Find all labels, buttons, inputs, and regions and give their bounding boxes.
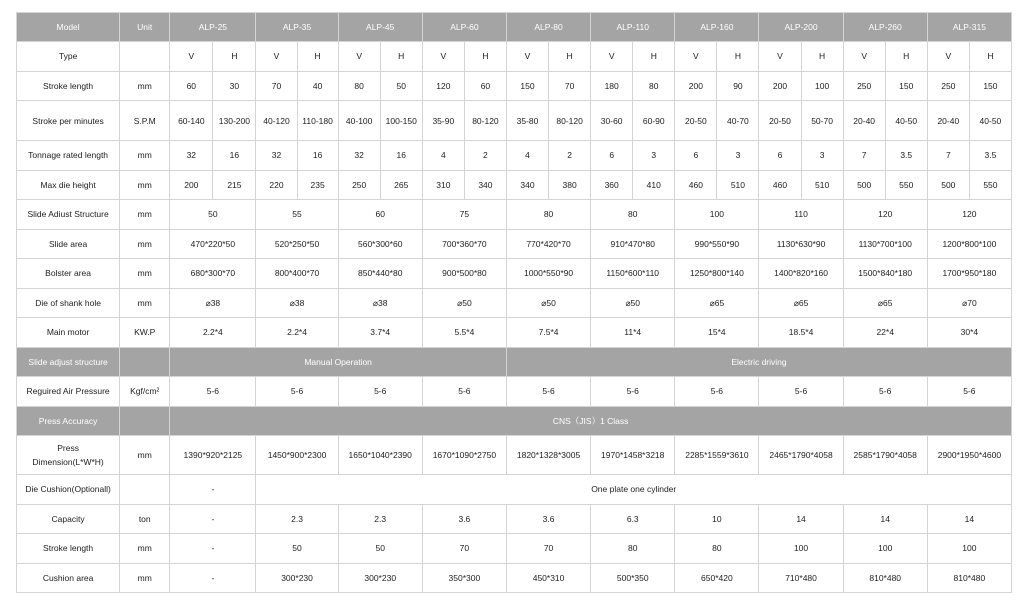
value-cell: 60 [464, 71, 506, 101]
value-cell: 2.2*4 [170, 318, 256, 348]
value-cell: 300*230 [256, 563, 338, 593]
value-cell: 5-6 [256, 377, 338, 407]
value-cell: 3.6 [506, 504, 590, 534]
value-cell: ⌀50 [422, 288, 506, 318]
row-label: Press Accuracy [17, 406, 120, 436]
type-row [17, 42, 1012, 72]
row-unit: mm [120, 534, 170, 564]
value-cell: V [256, 42, 297, 72]
max-die-height-row [17, 170, 1012, 200]
header-model: Model [17, 13, 120, 42]
value-cell: 150 [885, 71, 927, 101]
value-cell: 1130*700*100 [843, 229, 927, 259]
value-cell: 18.5*4 [759, 318, 843, 348]
value-cell: 60 [338, 200, 422, 230]
slide-structure-row [17, 347, 1012, 377]
value-cell: V [675, 42, 717, 72]
row-label: Die Cushion(Optionall) [17, 475, 120, 505]
value-cell: H [801, 42, 843, 72]
value-cell: 2.3 [256, 504, 338, 534]
value-cell: 80 [338, 71, 380, 101]
value-cell: 1200*800*100 [927, 229, 1011, 259]
row-unit: mm [120, 141, 170, 171]
value-cell: 16 [380, 141, 422, 171]
value-cell: 850*440*80 [338, 259, 422, 289]
value-cell: 1820*1328*3005 [506, 436, 590, 475]
electric-driving-cell: Electric driving [506, 347, 1011, 377]
value-cell: H [717, 42, 759, 72]
value-cell: ⌀65 [675, 288, 759, 318]
value-cell: 30*4 [927, 318, 1011, 348]
row-label: Reguired Air Pressure [17, 377, 120, 407]
value-cell: 250 [843, 71, 885, 101]
value-cell: 50 [256, 534, 338, 564]
value-cell: 2585*1790*4058 [843, 436, 927, 475]
value-cell: 10 [675, 504, 759, 534]
value-cell: 15*4 [675, 318, 759, 348]
value-cell: 40-100 [338, 101, 380, 141]
value-cell: 450*310 [506, 563, 590, 593]
value-cell: 350*300 [422, 563, 506, 593]
cushion-stroke-row [17, 534, 1012, 564]
main-motor-row [17, 318, 1012, 348]
value-cell: 7 [927, 141, 969, 171]
value-cell: 2 [549, 141, 591, 171]
row-unit: mm [120, 259, 170, 289]
value-cell: V [591, 42, 633, 72]
value-cell: 3.7*4 [338, 318, 422, 348]
header-model-name: ALP-35 [256, 13, 338, 42]
value-cell: 30-60 [591, 101, 633, 141]
value-cell: 200 [759, 71, 801, 101]
value-cell: 1250*800*140 [675, 259, 759, 289]
value-cell: 11*4 [591, 318, 675, 348]
value-cell: H [885, 42, 927, 72]
value-cell: 3.5 [885, 141, 927, 171]
value-cell: 5-6 [506, 377, 590, 407]
value-cell: 100-150 [380, 101, 422, 141]
value-cell: 265 [380, 170, 422, 200]
row-unit [120, 406, 170, 436]
row-label: Slide adjust structure [17, 347, 120, 377]
value-cell: 90 [717, 71, 759, 101]
header-model-name: ALP-260 [843, 13, 927, 42]
value-cell: ⌀38 [338, 288, 422, 318]
value-cell: 5-6 [759, 377, 843, 407]
value-cell: H [549, 42, 591, 72]
value-cell: 14 [927, 504, 1011, 534]
value-cell: 60-140 [170, 101, 213, 141]
value-cell: 5-6 [927, 377, 1011, 407]
value-cell: ⌀38 [256, 288, 338, 318]
value-cell: - [170, 475, 256, 505]
row-unit: mm [120, 436, 170, 475]
value-cell: 80 [591, 200, 675, 230]
row-unit: mm [120, 170, 170, 200]
value-cell: 100 [801, 71, 843, 101]
value-cell: 250 [927, 71, 969, 101]
air-pressure-row [17, 377, 1012, 407]
row-unit [120, 42, 170, 72]
value-cell: 340 [464, 170, 506, 200]
value-cell: 32 [338, 141, 380, 171]
value-cell: 460 [675, 170, 717, 200]
value-cell: 5-6 [675, 377, 759, 407]
value-cell: H [380, 42, 422, 72]
value-cell: 5-6 [591, 377, 675, 407]
manual-operation-cell: Manual Operation [170, 347, 507, 377]
value-cell: 50-70 [801, 101, 843, 141]
value-cell: 910*470*80 [591, 229, 675, 259]
value-cell: 550 [969, 170, 1011, 200]
value-cell: 130-200 [213, 101, 256, 141]
value-cell: 1150*600*110 [591, 259, 675, 289]
value-cell: 3 [717, 141, 759, 171]
value-cell: 110 [759, 200, 843, 230]
value-cell: 60 [170, 71, 213, 101]
stroke-per-minute-row [17, 101, 1012, 141]
value-cell: 1130*630*90 [759, 229, 843, 259]
value-cell: 20-40 [843, 101, 885, 141]
value-cell: 200 [170, 170, 213, 200]
die-cushion-row [17, 475, 1012, 505]
value-cell: - [170, 563, 256, 593]
value-cell: - [170, 504, 256, 534]
value-cell: 500 [843, 170, 885, 200]
value-cell: 80 [633, 71, 675, 101]
value-cell: 1390*920*2125 [170, 436, 256, 475]
value-cell: V [170, 42, 213, 72]
row-label: Stroke per minutes [17, 101, 120, 141]
slide-area-row [17, 229, 1012, 259]
value-cell: 80-120 [549, 101, 591, 141]
row-label-line: Dimension(L*W*H) [32, 457, 104, 467]
accuracy-value: CNS（JIS）1 Class [170, 406, 1012, 436]
spec-table [16, 12, 1012, 593]
row-unit: mm [120, 71, 170, 101]
value-cell: 14 [759, 504, 843, 534]
value-cell: 70 [422, 534, 506, 564]
value-cell: 460 [759, 170, 801, 200]
value-cell: ⌀38 [170, 288, 256, 318]
value-cell: 235 [297, 170, 338, 200]
value-cell: 810*480 [927, 563, 1011, 593]
row-unit [120, 347, 170, 377]
row-label: Stroke length [17, 71, 120, 101]
row-label [17, 436, 120, 475]
row-unit: KW.P [120, 318, 170, 348]
row-unit: mm [120, 200, 170, 230]
value-cell: 1400*820*160 [759, 259, 843, 289]
value-cell: ⌀50 [591, 288, 675, 318]
value-cell: H [464, 42, 506, 72]
row-label: Capacity [17, 504, 120, 534]
value-cell: 150 [506, 71, 548, 101]
value-cell: 7.5*4 [506, 318, 590, 348]
value-cell: 100 [927, 534, 1011, 564]
value-cell: 680*300*70 [170, 259, 256, 289]
value-cell: 770*420*70 [506, 229, 590, 259]
value-cell: 2285*1559*3610 [675, 436, 759, 475]
value-cell: 5.5*4 [422, 318, 506, 348]
value-cell: 250 [338, 170, 380, 200]
value-cell: 70 [506, 534, 590, 564]
row-label: Tonnage rated length [17, 141, 120, 171]
press-dimension-row [17, 436, 1012, 475]
value-cell: 1450*900*2300 [256, 436, 338, 475]
value-cell: 900*500*80 [422, 259, 506, 289]
value-cell: 4 [422, 141, 464, 171]
value-cell: 4 [506, 141, 548, 171]
value-cell: 3.5 [969, 141, 1011, 171]
value-cell: 300*230 [338, 563, 422, 593]
value-cell: 150 [969, 71, 1011, 101]
row-label: Stroke length [17, 534, 120, 564]
value-cell: 700*360*70 [422, 229, 506, 259]
slide-adjust-row [17, 200, 1012, 230]
row-label: Die of shank hole [17, 288, 120, 318]
row-unit: mm [120, 229, 170, 259]
header-model-name: ALP-200 [759, 13, 843, 42]
value-cell: 215 [213, 170, 256, 200]
value-cell: 6 [675, 141, 717, 171]
value-cell: 5-6 [170, 377, 256, 407]
value-cell: V [506, 42, 548, 72]
value-cell: 40-50 [885, 101, 927, 141]
value-cell: 50 [380, 71, 422, 101]
value-cell: 650*420 [675, 563, 759, 593]
row-label: Bolster area [17, 259, 120, 289]
value-cell: 35-80 [506, 101, 548, 141]
value-cell: V [338, 42, 380, 72]
row-unit: mm [120, 563, 170, 593]
value-cell: 340 [506, 170, 548, 200]
header-model-name: ALP-110 [591, 13, 675, 42]
value-cell: 2 [464, 141, 506, 171]
value-cell: 80-120 [464, 101, 506, 141]
value-cell: 3 [633, 141, 675, 171]
value-cell: 310 [422, 170, 464, 200]
row-unit [120, 475, 170, 505]
value-cell: 560*300*60 [338, 229, 422, 259]
value-cell: ⌀50 [506, 288, 590, 318]
value-cell: 120 [422, 71, 464, 101]
value-cell: H [213, 42, 256, 72]
value-cell: ⌀65 [843, 288, 927, 318]
value-cell: 800*400*70 [256, 259, 338, 289]
value-cell: 6 [591, 141, 633, 171]
header-model-name: ALP-315 [927, 13, 1011, 42]
value-cell: 2.2*4 [256, 318, 338, 348]
header-model-name: ALP-80 [506, 13, 590, 42]
value-cell: 100 [759, 534, 843, 564]
value-cell: 20-50 [675, 101, 717, 141]
value-cell: 500*350 [591, 563, 675, 593]
value-cell: 70 [549, 71, 591, 101]
value-cell: V [927, 42, 969, 72]
value-cell: 22*4 [843, 318, 927, 348]
row-unit: Kgf/cm² [120, 377, 170, 407]
value-cell: 550 [885, 170, 927, 200]
value-cell: 100 [843, 534, 927, 564]
value-cell: 1650*1040*2390 [338, 436, 422, 475]
value-cell: 80 [506, 200, 590, 230]
value-cell: 16 [213, 141, 256, 171]
value-cell: 40-50 [969, 101, 1011, 141]
value-cell: 5-6 [422, 377, 506, 407]
value-cell: 510 [717, 170, 759, 200]
header-model-name: ALP-160 [675, 13, 759, 42]
value-cell: 5-6 [843, 377, 927, 407]
header-row [17, 13, 1012, 42]
header-model-name: ALP-60 [422, 13, 506, 42]
value-cell: 180 [591, 71, 633, 101]
row-label: Slide area [17, 229, 120, 259]
value-cell: 510 [801, 170, 843, 200]
header-model-name: ALP-25 [170, 13, 256, 42]
value-cell: ⌀65 [759, 288, 843, 318]
header-model-name: ALP-45 [338, 13, 422, 42]
value-cell: 1500*840*180 [843, 259, 927, 289]
value-cell: 80 [675, 534, 759, 564]
value-cell: 16 [297, 141, 338, 171]
value-cell: 40-120 [256, 101, 297, 141]
value-cell: 100 [675, 200, 759, 230]
value-cell: 2900*1950*4600 [927, 436, 1011, 475]
value-cell: 360 [591, 170, 633, 200]
value-cell: 14 [843, 504, 927, 534]
value-cell: V [759, 42, 801, 72]
value-cell: 810*480 [843, 563, 927, 593]
value-cell: 70 [256, 71, 297, 101]
row-unit: ton [120, 504, 170, 534]
value-cell: ⌀70 [927, 288, 1011, 318]
value-cell: 30 [213, 71, 256, 101]
value-cell: 50 [338, 534, 422, 564]
value-cell: 380 [549, 170, 591, 200]
value-cell: 20-50 [759, 101, 801, 141]
row-label: Type [17, 42, 120, 72]
value-cell: 710*480 [759, 563, 843, 593]
value-cell: 32 [170, 141, 213, 171]
value-cell: 220 [256, 170, 297, 200]
row-label-line: Press [57, 443, 79, 453]
value-cell: 120 [927, 200, 1011, 230]
value-cell: 520*250*50 [256, 229, 338, 259]
value-cell: 3 [801, 141, 843, 171]
value-cell: 1700*950*180 [927, 259, 1011, 289]
row-unit: S.P.M [120, 101, 170, 141]
cushion-type-cell: One plate one cylinder [256, 475, 1012, 505]
value-cell: 6 [759, 141, 801, 171]
value-cell: 20-40 [927, 101, 969, 141]
value-cell: 120 [843, 200, 927, 230]
value-cell: 1670*1090*2750 [422, 436, 506, 475]
capacity-row [17, 504, 1012, 534]
value-cell: V [843, 42, 885, 72]
value-cell: 6.3 [591, 504, 675, 534]
value-cell: 80 [591, 534, 675, 564]
value-cell: 500 [927, 170, 969, 200]
press-accuracy-row [17, 406, 1012, 436]
shank-hole-row [17, 288, 1012, 318]
value-cell: 2465*1790*4058 [759, 436, 843, 475]
value-cell: 1000*550*90 [506, 259, 590, 289]
value-cell: 3.6 [422, 504, 506, 534]
value-cell: 55 [256, 200, 338, 230]
value-cell: - [170, 534, 256, 564]
value-cell: 40-70 [717, 101, 759, 141]
value-cell: H [633, 42, 675, 72]
value-cell: 5-6 [338, 377, 422, 407]
value-cell: 7 [843, 141, 885, 171]
value-cell: 75 [422, 200, 506, 230]
value-cell: 50 [170, 200, 256, 230]
value-cell: 990*550*90 [675, 229, 759, 259]
value-cell: 40 [297, 71, 338, 101]
value-cell: H [297, 42, 338, 72]
bolster-area-row [17, 259, 1012, 289]
value-cell: 60-90 [633, 101, 675, 141]
value-cell: 410 [633, 170, 675, 200]
value-cell: 2.3 [338, 504, 422, 534]
value-cell: 470*220*50 [170, 229, 256, 259]
value-cell: 200 [675, 71, 717, 101]
row-unit: mm [120, 288, 170, 318]
stroke-length-row [17, 71, 1012, 101]
cushion-area-row [17, 563, 1012, 593]
value-cell: 32 [256, 141, 297, 171]
row-label: Slide Adiust Structure [17, 200, 120, 230]
value-cell: 1970*1458*3218 [591, 436, 675, 475]
row-label: Cushion area [17, 563, 120, 593]
value-cell: 35-90 [422, 101, 464, 141]
row-label: Main motor [17, 318, 120, 348]
value-cell: H [969, 42, 1011, 72]
value-cell: V [422, 42, 464, 72]
value-cell: 110-180 [297, 101, 338, 141]
header-unit: Unit [120, 13, 170, 42]
tonnage-row [17, 141, 1012, 171]
row-label: Max die height [17, 170, 120, 200]
